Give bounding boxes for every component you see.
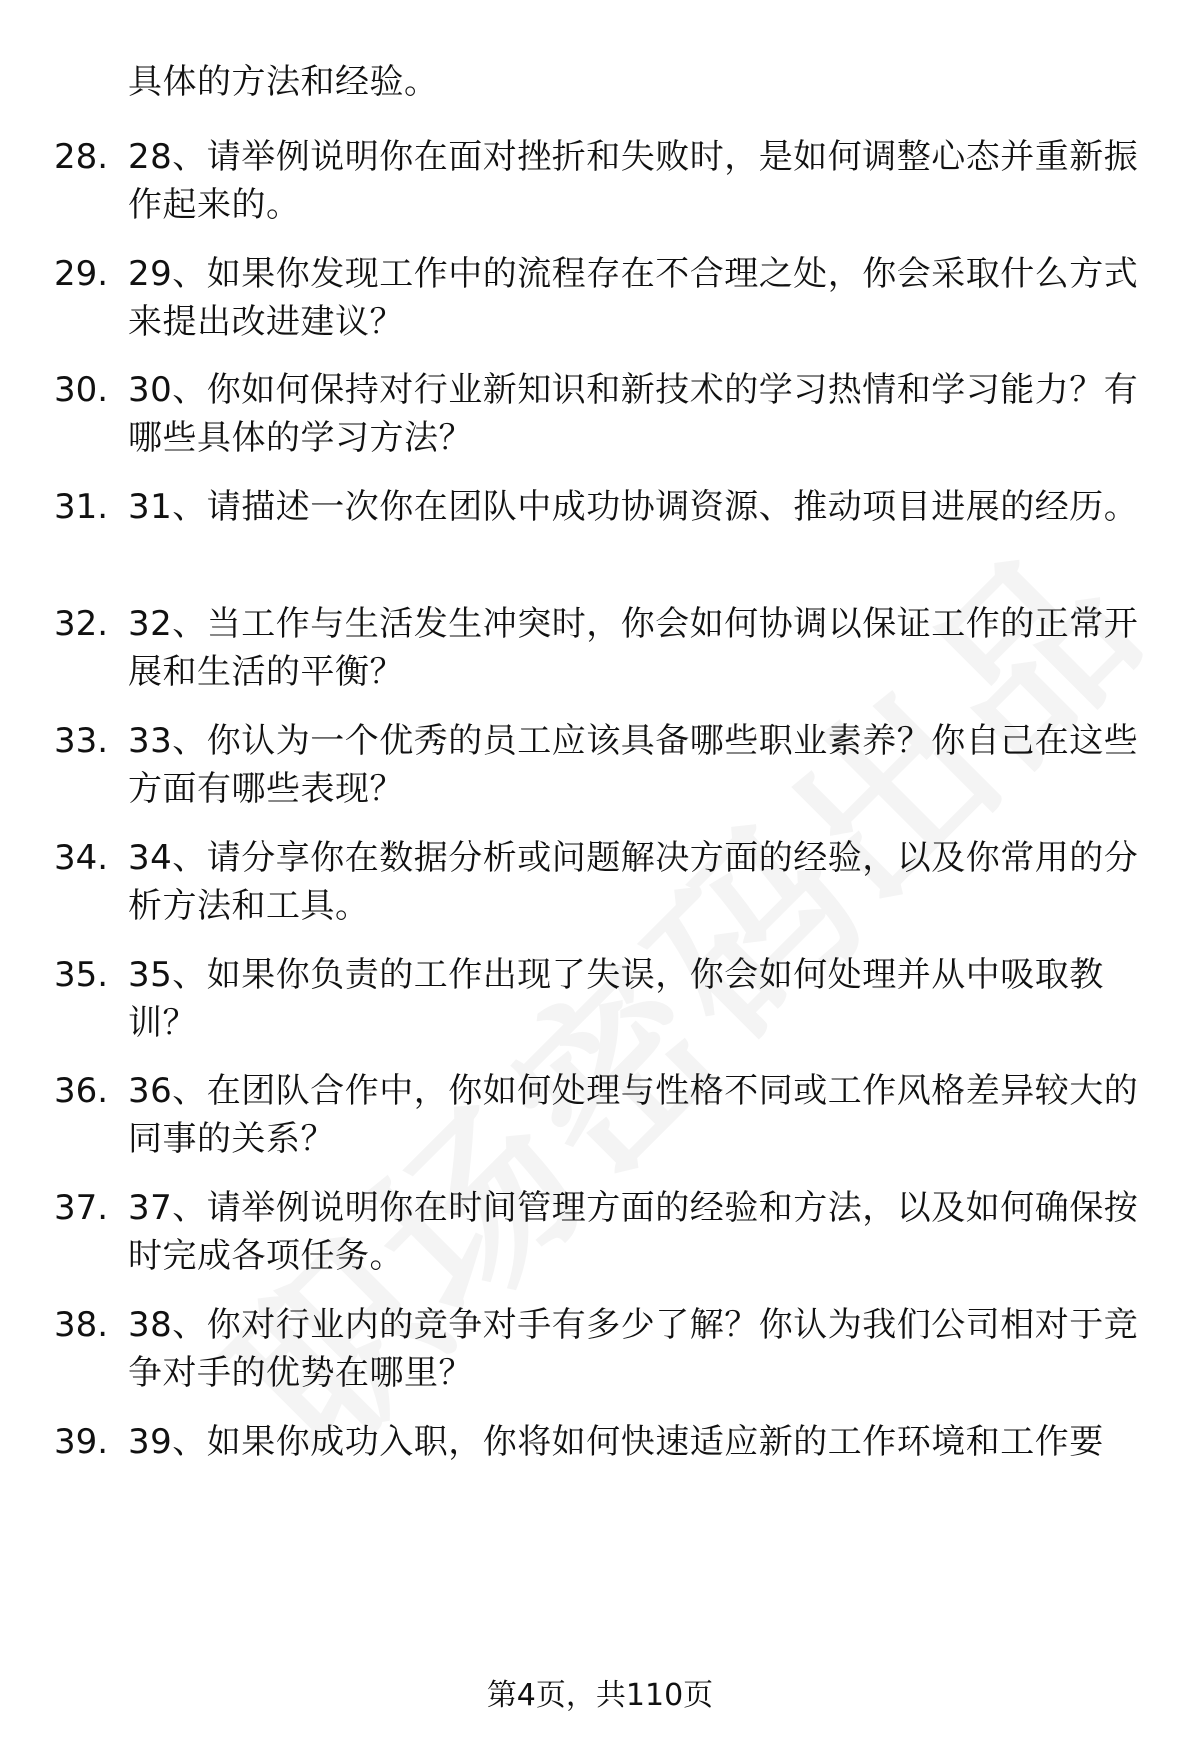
list-item [0,600,1200,710]
list-item-text: 30、你如何保持对行业新知识和新技术的学习热情和学习能力？有哪些具体的学习方法？ [128,370,1139,458]
list-item [0,834,1200,944]
list-item [0,250,1200,360]
list-item-text: 34、请分享你在数据分析或问题解决方面的经验，以及你常用的分析方法和工具。 [128,838,1139,926]
list-item-number: 39. [54,1422,109,1462]
list-item [0,1301,1200,1411]
list-item [0,717,1200,827]
list-item-number: 38. [54,1305,109,1345]
list-item-number: 33. [54,721,109,761]
list-item [0,483,1200,593]
list-item-text: 28、请举例说明你在面对挫折和失败时，是如何调整心态并重新振作起来的。 [128,137,1139,225]
list-item-text: 29、如果你发现工作中的流程存在不合理之处，你会采取什么方式来提出改进建议？ [128,254,1139,342]
list-item-text: 39、如果你成功入职，你将如何快速适应新的工作环境和工作要 [128,1422,1104,1462]
list-item-text: 35、如果你负责的工作出现了失误，你会如何处理并从中吸取教训？ [128,955,1104,1043]
list-item-text: 37、请举例说明你在时间管理方面的经验和方法，以及如何确保按时完成各项任务。 [128,1188,1139,1276]
list-item [0,133,1200,243]
list-item-number: 29. [54,254,109,294]
list-item [0,1067,1200,1177]
list-item-text: 32、当工作与生活发生冲突时，你会如何协调以保证工作的正常开展和生活的平衡？ [128,604,1139,692]
list-item-number: 34. [54,838,109,878]
list-item [0,951,1200,1061]
list-item [0,1418,1200,1478]
list-item-number: 30. [54,370,109,410]
list-item [0,366,1200,476]
list-item-number: 31. [54,487,109,527]
continued-text: 具体的方法和经验。 [128,62,439,102]
page-footer: 第4页，共110页 [486,1678,714,1713]
list-item-text: 33、你认为一个优秀的员工应该具备哪些职业素养？你自己在这些方面有哪些表现？ [128,721,1139,809]
list-item-number: 35. [54,955,109,995]
list-item-number: 37. [54,1188,109,1228]
list-item-number: 36. [54,1071,109,1111]
list-item-text: 38、你对行业内的竞争对手有多少了解？你认为我们公司相对于竞争对手的优势在哪里？ [128,1305,1139,1393]
list-item-number: 32. [54,604,109,644]
list-item [0,1184,1200,1294]
list-item-text: 36、在团队合作中，你如何处理与性格不同或工作风格差异较大的同事的关系？ [128,1071,1139,1159]
list-item-number: 28. [54,137,109,177]
list-item-text: 31、请描述一次你在团队中成功协调资源、推动项目进展的经历。 [128,487,1139,527]
